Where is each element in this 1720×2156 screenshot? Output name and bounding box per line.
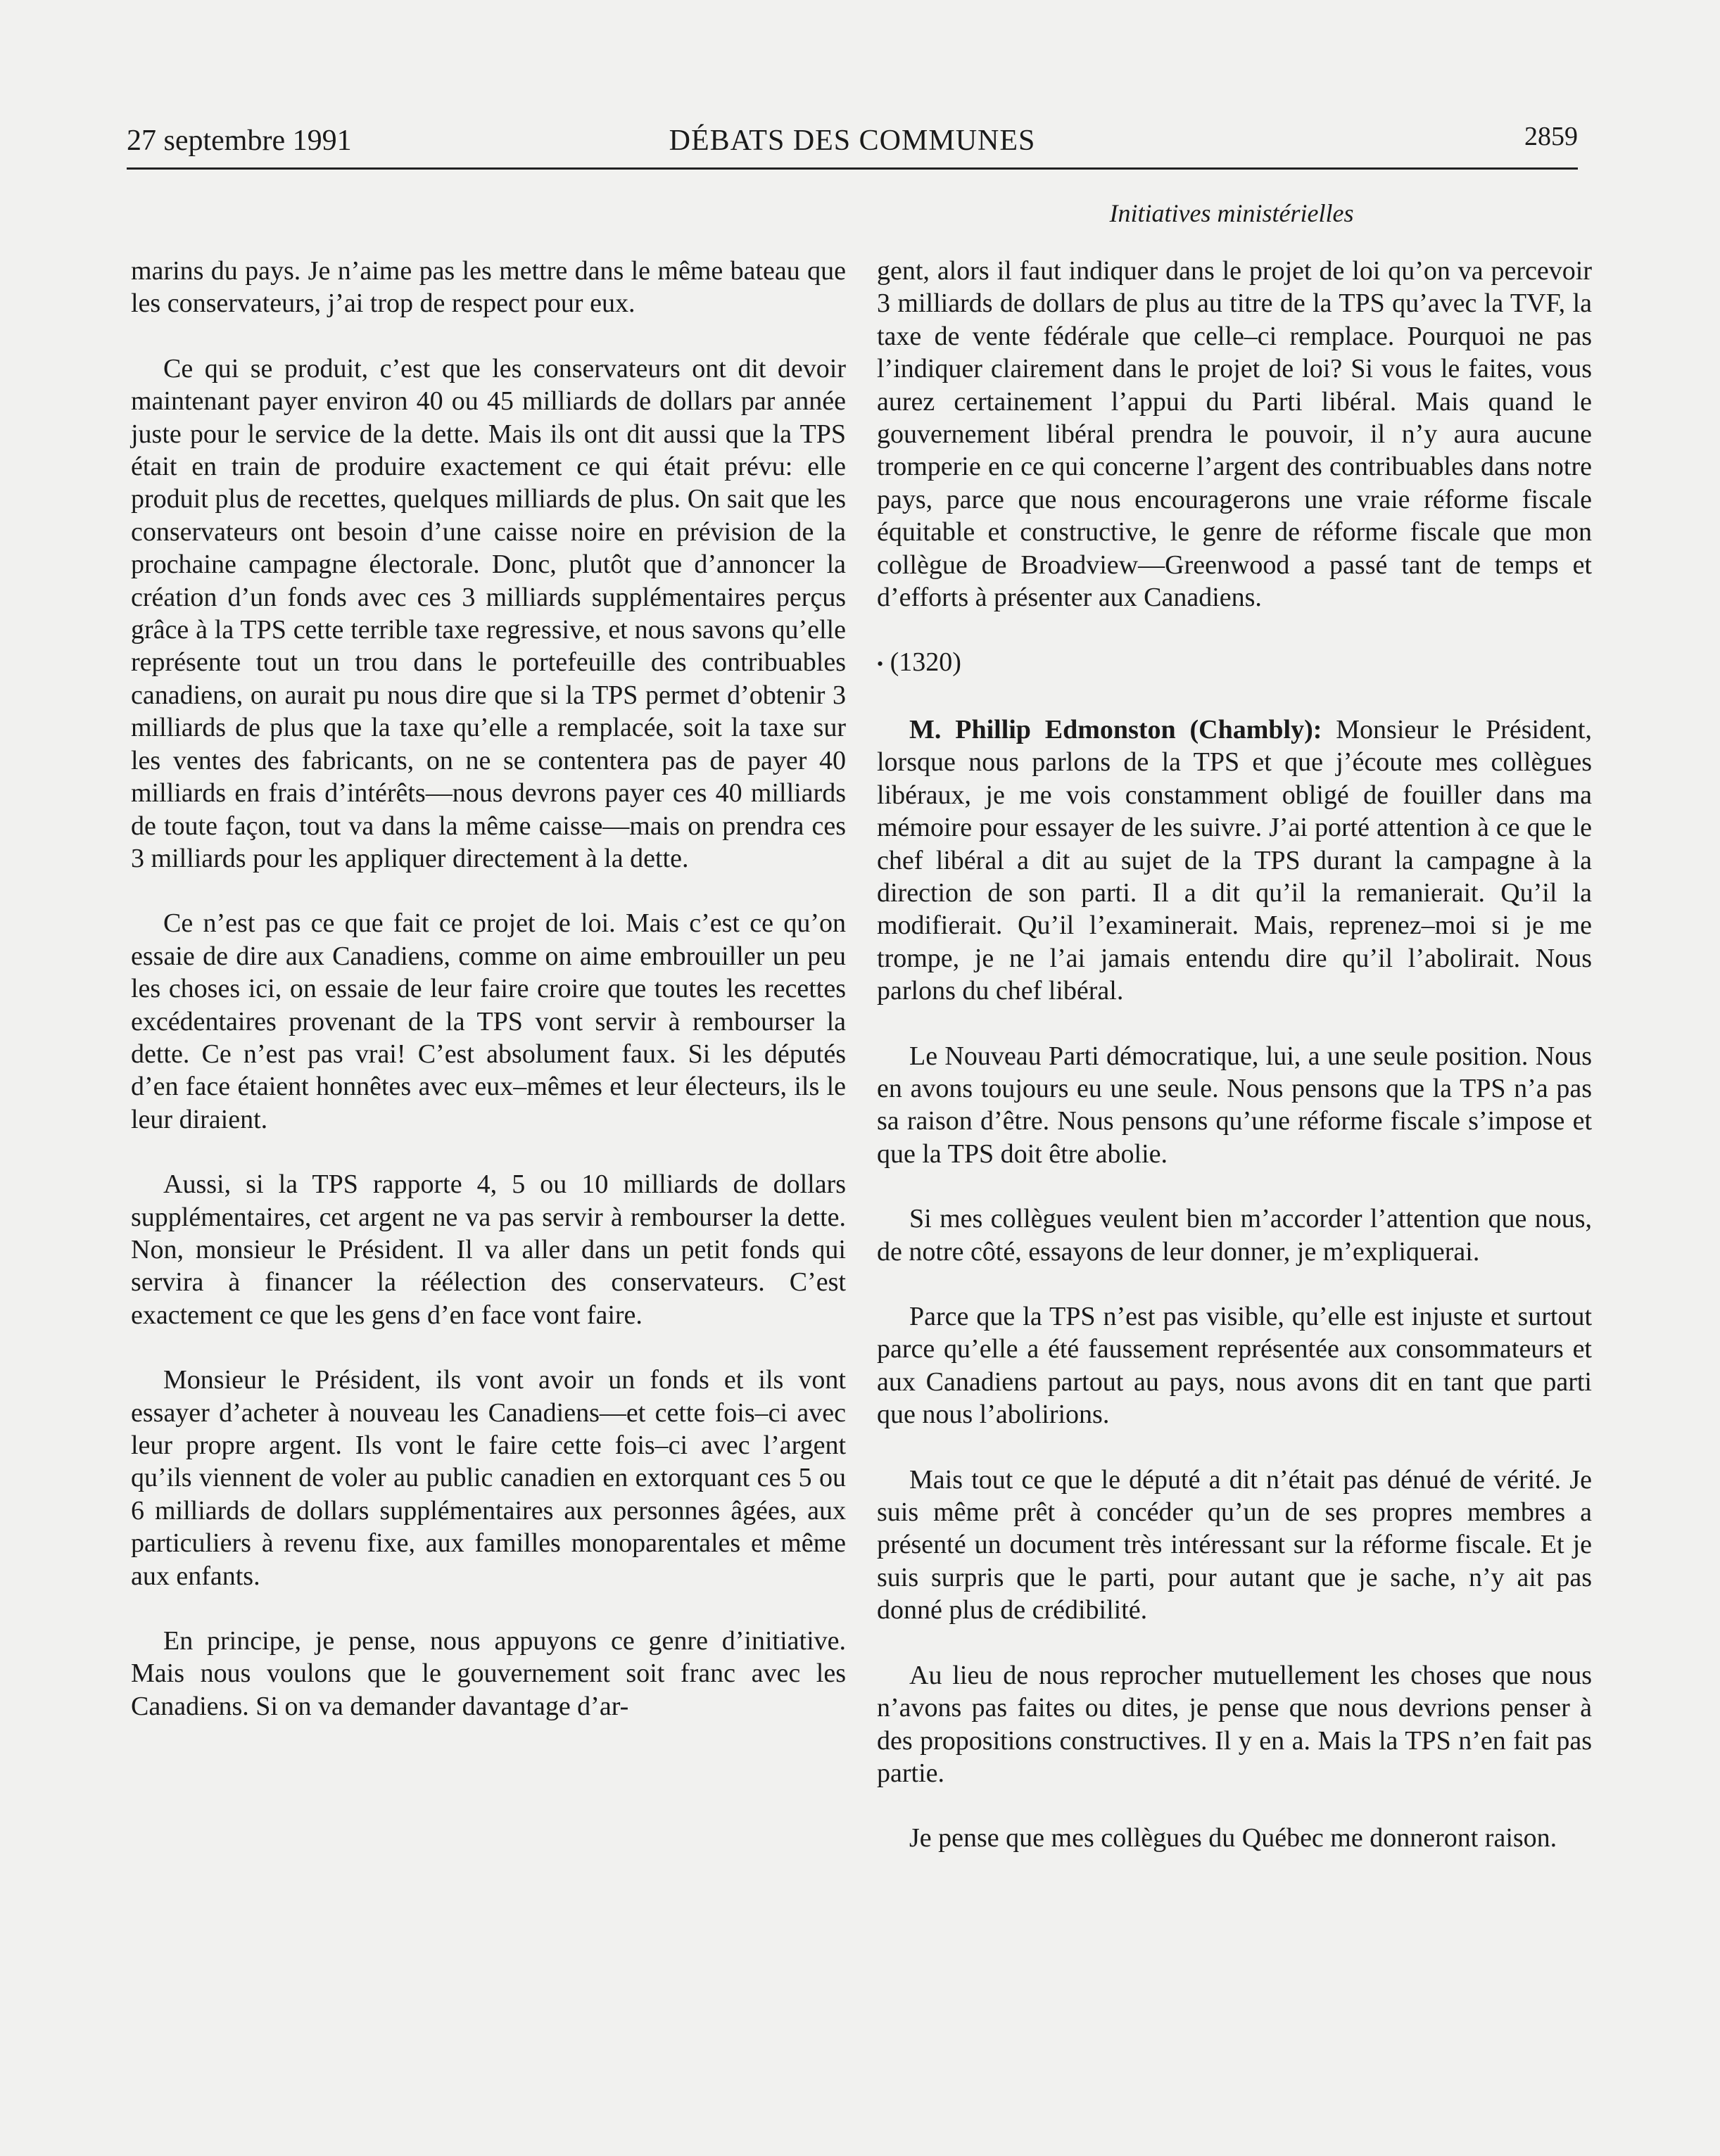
paragraph: Monsieur le Président, ils vont avoir un fonds et ils vont essayer d’acheter à nouveau les Canadiens—et cette fois–ci avec leur propre argent. Ils vont le faire cette fois–ci avec l’argent qu’ils viennent de voler au public canadien en extorquant ces 5 ou 6 milliards de dollars supplémentaires aux personnes âgées, aux particuliers à revenu fixe, aux familles monoparentales et même aux enfants. <box>131 1365 846 1591</box>
paragraph: marins du pays. Je n’aime pas les mettre dans le même bateau que les conservateurs, j’ai trop de respect pour eux. <box>131 256 846 319</box>
bullet-icon: • <box>877 654 884 675</box>
paragraph: Aussi, si la TPS rapporte 4, 5 ou 10 milliards de dollars supplémentaires, cet argent ne va pas servir à rembourser la dette. Non, monsieur le Président. Il va aller dans un petit fonds qui servira à financer la réélection des conservateurs. C’est exactement ce que les gens d’en face vont faire. <box>131 1169 846 1330</box>
paragraph: Ce n’est pas ce que fait ce projet de loi. Mais c’est ce qu’on essaie de dire aux Canadiens, comme on aime embrouiller un peu les choses ici, on essaie de leur faire croire que toutes les recettes excédentaires provenant de la TPS vont servir à rembourser la dette. Ce n’est pas vrai! C’est absolument faux. Si les députés d’en face étaient honnêtes avec eux–mêmes et leur électeurs, ils le leur diraient. <box>131 908 846 1134</box>
time-marker-text: (1320) <box>890 647 961 678</box>
section-label: Initiatives ministérielles <box>1109 199 1354 227</box>
header-title: DÉBATS DES COMMUNES <box>669 125 1036 157</box>
time-marker <box>877 646 1592 680</box>
speech-paragraph <box>877 714 1592 1008</box>
left-column <box>131 255 846 1755</box>
speaker-name: M. Phillip Edmonston (Chambly): <box>909 714 1322 744</box>
running-header <box>127 121 1578 170</box>
header-rule <box>127 167 1578 170</box>
paragraph: Si mes collègues veulent bien m’accorder l’attention que nous, de notre côté, essayons de leur donner, je m’expliquerai. <box>877 1204 1592 1267</box>
paragraph: Je pense que mes collègues du Québec me donneront raison. <box>909 1823 1557 1853</box>
header-date: 27 septembre 1991 <box>127 125 352 157</box>
paragraph: Le Nouveau Parti démocratique, lui, a une seule position. Nous en avons toujours eu une seule. Nous pensons que la TPS n’a pas sa raison d’être. Nous pensons qu’une réforme fiscale s’impose et que la TPS doit être abolie. <box>877 1041 1592 1169</box>
paragraph: Mais tout ce que le député a dit n’était pas dénué de vérité. Je suis même prêt à concéder qu’un de ses propres membres a présenté un document très intéressant sur la réforme fiscale. Et je suis surpris que le parti, pour autant que je sache, n’y ait pas donné plus de crédibilité. <box>877 1464 1592 1625</box>
page-number: 2859 <box>1524 122 1578 151</box>
paragraph: gent, alors il faut indiquer dans le projet de loi qu’on va percevoir 3 milliards de dollars de plus au titre de la TPS qu’avec la TVF, la taxe de vente fédérale que celle–ci remplace. Pourquoi ne pas l’indiquer clairement dans le projet de loi? Si vous le faites, vous aurez certainement l’appui du Parti libéral. Mais quand le gouvernement libéral prendra le pouvoir, il n’y aura aucune tromperie en ce qui concerne l’argent des contribuables dans notre pays, parce que nous encouragerons une vraie réforme fiscale équitable et constructive, le genre de réforme fiscale que mon collègue de Broadview—Greenwood a passé tant de temps et d’efforts à présenter aux Canadiens. <box>877 256 1592 613</box>
speech-text: Monsieur le Président, lorsque nous parlons de la TPS et que j’écoute mes collègues libéraux, je me vois constamment obligé de fouiller dans ma mémoire pour essayer de les suivre. J’ai porté attention à ce que le chef libéral a dit au sujet de la TPS durant la campagne à la direction de son parti. Il a dit qu’il la remanierait. Qu’il la modifierait. Qu’il l’examinerait. Mais, reprenez–moi si je me trompe, je ne l’ai jamais entendu dire qu’il l’abolirait. Nous parlons du chef libéral. <box>877 714 1592 1006</box>
paragraph: Parce que la TPS n’est pas visible, qu’elle est injuste et surtout parce qu’elle a été faussement représentée aux consommateurs et aux Canadiens partout au pays, nous avons dit en tant que parti que nous l’abolirions. <box>877 1302 1592 1430</box>
paragraph: Au lieu de nous reprocher mutuellement les choses que nous n’avons pas faites ou dites, je pense que nous devrions penser à des propositions constructives. Il y en a. Mais la TPS n’en fait pas partie. <box>877 1660 1592 1788</box>
right-column <box>877 255 1592 1887</box>
paragraph: Ce qui se produit, c’est que les conservateurs ont dit devoir maintenant payer environ 40 ou 45 milliards de dollars par année juste pour le service de la dette. Mais ils ont dit aussi que la TPS était en train de produire exactement ce qui était prévu: elle produit plus de recettes, quelques milliards de plus. On sait que les conservateurs ont besoin d’une caisse noire en prévision de la prochaine campagne électorale. Donc, plutôt que d’annoncer la création d’un fonds avec ces 3 milliards supplémentaires perçus grâce à la TPS cette terrible taxe regressive, et nous savons qu’elle représente tout un trou dans le portefeuille des contribuables canadiens, on aurait pu nous dire que si la TPS permet d’obtenir 3 milliards de plus que la taxe qu’elle a remplacée, soit la taxe sur les ventes des fabricants, on ne se contentera pas de payer 40 milliards en frais d’intérêts—nous devrons payer ces 40 milliards de toute façon, tout va dans la même caisse—mais on prendra ces 3 milliards pour les appliquer directement à la dette. <box>131 353 846 873</box>
paragraph: En principe, je pense, nous appuyons ce genre d’initiative. Mais nous voulons que le gouvernement soit franc avec les Canadiens. Si on va demander davantage d’ar- <box>131 1626 846 1721</box>
